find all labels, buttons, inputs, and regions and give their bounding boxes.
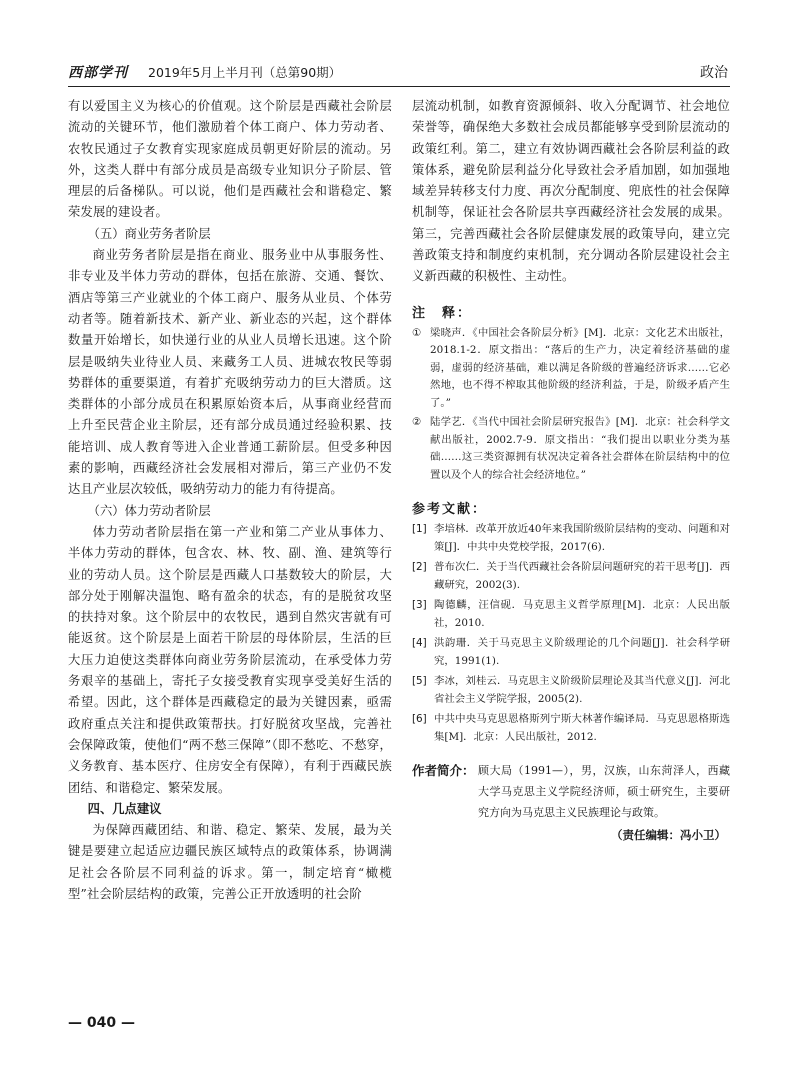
- author-label: 作者简介：: [412, 763, 475, 779]
- reference-marker: [2]: [412, 561, 427, 574]
- reference-item: [412, 559, 730, 594]
- header-rule: [68, 86, 730, 87]
- author-bio: [412, 760, 730, 823]
- reference-text: 李培林．改革开放近40年来我国阶级阶层结构的变动、问题和对策[J]．中共中央党校学报，2017(6).: [434, 523, 730, 553]
- reference-marker: [4]: [412, 637, 427, 650]
- notes-title: 注 释：: [412, 305, 473, 321]
- reference-item: [412, 635, 730, 670]
- note-marker: ①: [412, 326, 422, 339]
- reference-text: 中共中央马克思恩格斯列宁斯大林著作编译局．马克思恩格斯选集[M]．北京：人民出版社，2012.: [434, 713, 730, 743]
- journal-logo: 西部学刊: [68, 65, 128, 81]
- section-heading: 四、几点建议: [87, 801, 162, 816]
- note-text: 陆学艺．《当代中国社会阶层研究报告》[M]．北京：社会科学文献出版社，2002.7-9．原文指出：“我们提出以职业分类为基础……这三类资源拥有状况决定着各社会群体在阶层结构中的位置以及个人的综合社会经济地位。”: [430, 416, 730, 481]
- reference-item: [412, 711, 730, 746]
- reference-marker: [5]: [412, 675, 427, 688]
- reference-item: [412, 521, 730, 556]
- reference-text: 洪韵珊．关于马克思主义阶级理论的几个问题[J]．社会科学研究，1991(1).: [434, 637, 730, 667]
- note-item: [412, 325, 730, 413]
- paragraph: 体力劳动者阶层指在第一产业和第二产业从事体力、半体力劳动的群体，包含农、林、牧、副、渔、建筑等行业的劳动人员。这个阶层是西藏人口基数较大的阶层，大部分处于刚解决温饱、略有盈余的状态，有的是脱贫攻坚的扶持对象。这个阶层中的农牧民，遇到自然灾害就有可能返贫。这个阶层是上面若干阶层的母体阶层，生活的巨大压力迫使这类群体向商业劳务阶层流动，在承受体力劳务艰辛的基础上，寄托子女接受教育实现享受美好生活的希望。因此，这个群体是西藏稳定的最为关键因素，亟需政府重点关注和提供政策帮扶。打好脱贫攻坚战，完善社会保障政策，使他们“两不愁三保障”（即不愁吃、不愁穿，义务教育、基本医疗、住房安全有保障），有利于西藏民族团结、和谐稳定、繁荣发展。: [68, 524, 392, 795]
- subsection-heading: （六）体力劳动者阶层: [87, 503, 211, 518]
- left-column: [68, 96, 392, 905]
- reference-marker: [1]: [412, 523, 427, 536]
- reference-marker: [6]: [412, 713, 427, 726]
- paragraph: 有以爱国主义为核心的价值观。这个阶层是西藏社会阶层流动的关键环节，他们激励着个体工商户、体力劳动者、农牧民通过子女教育实现家庭成员朝更好阶层的流动。另外，这类人群中有部分成员是高级专业知识分子阶层、管理层的后备梯队。可以说，他们是西藏社会和谐稳定、繁荣发展的建设者。: [68, 99, 392, 220]
- note-text: 梁晓声．《中国社会各阶层分析》[M]．北京：文化艺术出版社，2018.1-2．原文指出：“落后的生产力，决定着经济基础的虚弱，虚弱的经济基础，难以满足各阶级的普遍经济诉求……它必然地，也不得不榨取其他阶级的经济利益，于是，阶级矛盾产生了。”: [430, 326, 730, 409]
- reference-item: [412, 673, 730, 708]
- paragraph: 层流动机制，如教育资源倾斜、收入分配调节、社会地位荣誉等，确保绝大多数社会成员都能够享受到阶层流动的政策红利。第二，建立有效协调西藏社会各阶层利益的政策体系，避免阶层利益分化导致社会矛盾加剧，如加强地域差异转移支付力度、再次分配制度、兜底性的社会保障机制等，保证社会各阶层共享西藏经济社会发展的成果。第三，完善西藏社会各阶层健康发展的政策导向，建立完善政策支持和制度约束机制，充分调动各阶层建设社会主义新西藏的积极性、主动性。: [412, 99, 730, 284]
- reference-item: [412, 597, 730, 632]
- references-list: [412, 521, 730, 746]
- author-text: 顾大局（1991—），男，汉族，山东菏泽人，西藏大学马克思主义学院经济师，硕士研究生，主要研究方向为马克思主义民族理论与政策。: [478, 764, 730, 820]
- references-title: 参考文献：: [412, 502, 488, 518]
- note-item: [412, 414, 730, 484]
- note-marker: ②: [412, 416, 422, 429]
- notes-list: [412, 325, 730, 485]
- subsection-heading: （五）商业劳务者阶层: [87, 226, 211, 241]
- page-header: [68, 60, 730, 84]
- reference-text: 陶德麟，汪信砚．马克思主义哲学原理[M]．北京：人民出版社，2010.: [434, 599, 730, 629]
- paragraph: 商业劳务者阶层是指在商业、服务业中从事服务性、非专业及半体力劳动的群体，包括在旅游、交通、餐饮、酒店等第三产业就业的个体工商户、服务从业员、个体劳动者等。随着新技术、新产业、新业态的兴起，这个群体数量开始增长，如快递行业的从业人员增长迅速。这个阶层是吸纳失业待业人员、来藏务工人员、进城农牧民等弱势群体的重要渠道，有着扩充吸纳劳动力的巨大潜质。这类群体的小部分成员在积累原始资本后，从事商业经营而上升至民营企业主阶层，还有部分成员通过经验积累、技能培训、成人教育等进入企业普通工薪阶层。但受多种因素的影响，西藏经济社会发展相对滞后，第三产业仍不发达且产业层次较低，吸纳劳动力的能力有待提高。: [68, 248, 392, 497]
- reference-marker: [3]: [412, 599, 427, 612]
- right-column: [412, 96, 730, 843]
- issue-info: 2019年5月上半月刊（总第90期）: [148, 65, 342, 80]
- reference-text: 李冰，刘桂云．马克思主义阶级阶层理论及其当代意义[J]．河北省社会主义学院学报，2005(2).: [434, 675, 730, 705]
- paragraph: 为保障西藏团结、和谐、稳定、繁荣、发展，最为关键是要建立起适应边疆民族区域特点的政策体系，协调满足社会各阶层不同利益的诉求。第一，制定培育“橄榄型”社会阶层结构的政策，完善公正开放透明的社会阶: [68, 823, 392, 901]
- responsible-editor: （责任编辑：冯小卫）: [611, 828, 726, 843]
- section-tag: 政治: [700, 65, 728, 81]
- reference-text: 普布次仁．关于当代西藏社会各阶层问题研究的若干思考[J]．西藏研究，2002(3).: [434, 561, 730, 591]
- page-number: — 040 —: [68, 1015, 135, 1031]
